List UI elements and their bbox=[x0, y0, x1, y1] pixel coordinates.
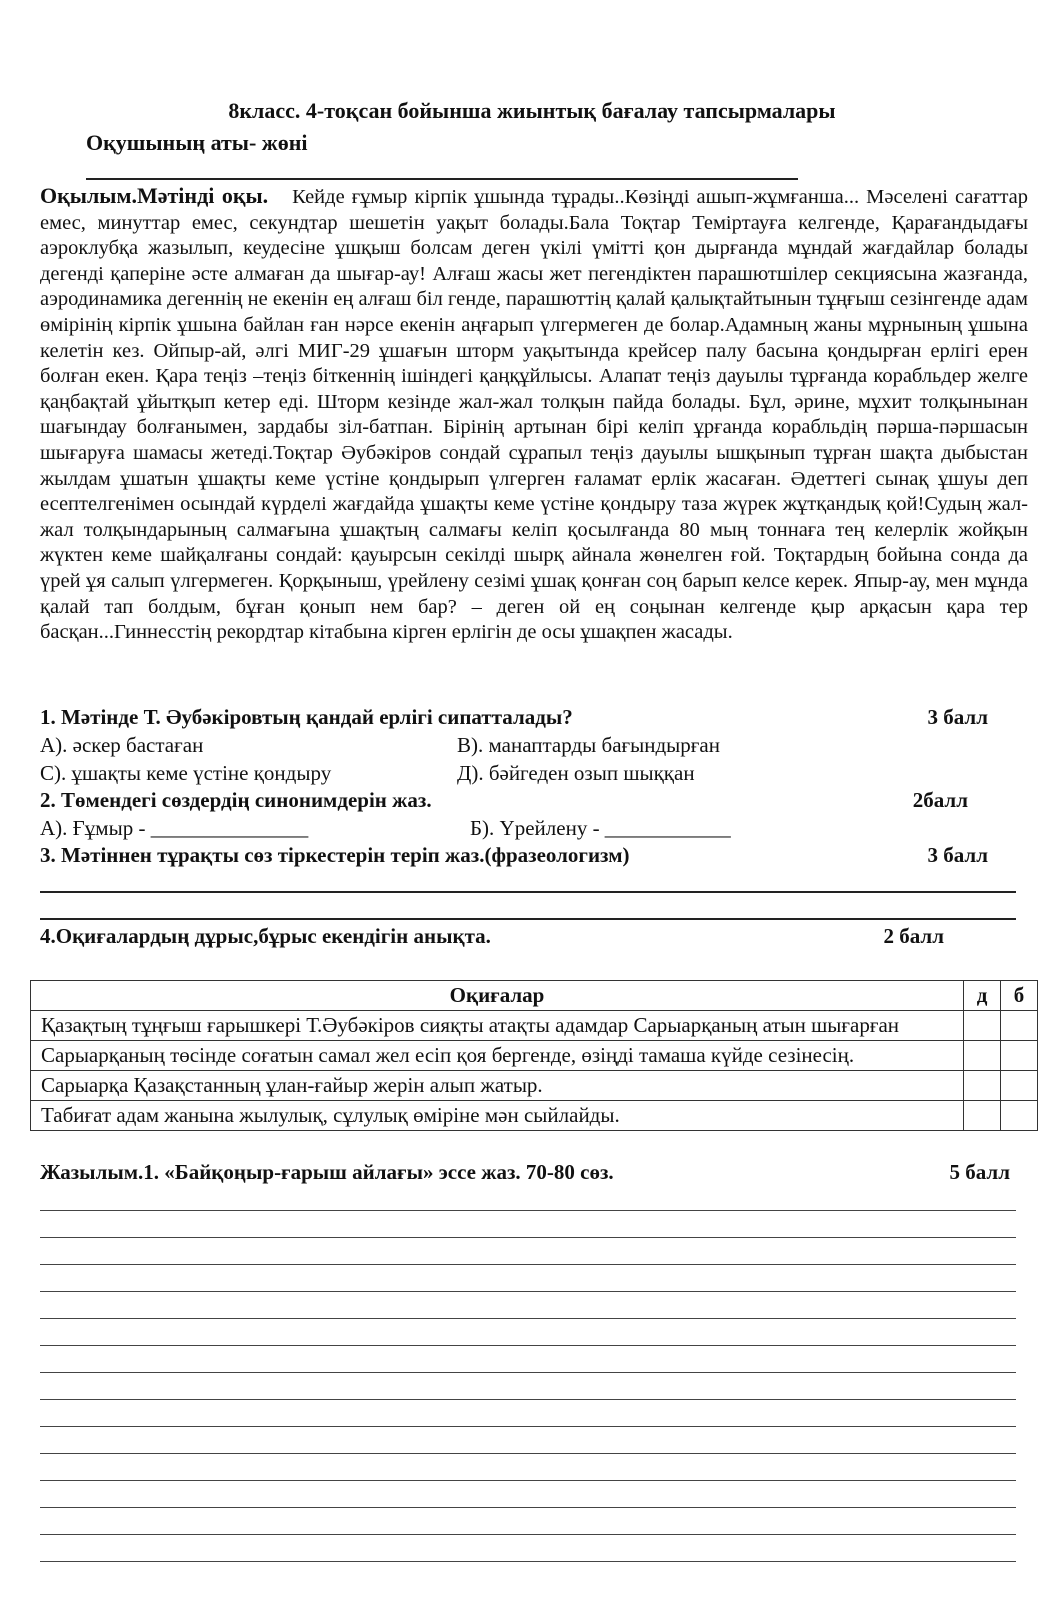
event-text: Табиғат адам жанына жылулық, сұлулық өміріне мән сыйлайды. bbox=[31, 1101, 964, 1131]
question-4-text: 4.Оқиғалардың дұрыс,бұрыс екендігін анықта. bbox=[40, 924, 491, 948]
reading-text: Кейде ғұмыр кірпік ұшында тұрады..Көзіңді ашып-жұмғанша... Мәселені сағаттар емес, минуттар емес, секундтар шешетін уақыт болады.Бала Тоқтар Теміртауға келгенде, Қарағандыдағы аэроклубқа жазылып, кеудесіне ұшқыш болсам деген үкілі үмітті қон дырғанда мұндай жағдайлар болады дегенді қаперіне әсте алмаған да шығар-ау! Алғаш жасы жет пегендіктен парашютшілер секциясына жазғанда, аэродинамика дегеннің не екенін ең алғаш біл генде, парашюттің қалай қалықтайтынын тұңғыш сезінгенде адам өмірінің кірпік ұшына байлан ған нәрсе екенін аңғарып үлгермеген де болар.Адамның жаны мұрнының ұшына келетін кез. Ойпыр-ай, әлгі МИГ-29 ұшағын шторм уақытында крейсер палу басына қондырған ерлігі ерен болған екен. Қара теңіз –теңіз біткеннің ішіндегі қаңқұйлысы. Алапат теңіз дауылы тұрғанда корабльдер желге қаңбақтай ұйытқып кетер еді. Шторм кезінде жал-жал толқын пайда болады. Бұл, әрине, мұхит толқынынан шағындау болғанымен, зардабы зіл-батпан. Бірінің артынан бірі келіп ұрғанда корабльдің пәрша-пәршасын шығаруға шамасы жетеді.Тоқтар Әубәкіров сондай сұрапыл теңіз дауылы ышқынып тұрған шақта дыбыстан жылдам ұшатын ұшақты кеме үстіне қондырып үлгерген ғаламат ерлік жасаған. Әдеттегі сынақ ұшуы деп есептелгенімен осындай күрделі жағдайда ұшақты кеме үстіне қондыру таза жүрек жұтқандық қой!Судың жал-жал толқындарының салмағына ұшақтың салмағы келіп қосылғанда 80 мың тоннаға тең келерлік жойқын жүктен кеме шайқалғаны сондай: қауырсын секілді шырқ айнала жөнелген ғой. Тоқтардың бойына сонда да үрей ұя салып үлгермеген. Қорқыныш, үрейлену сезімі ұшақ қонған соң барып келсе керек. Япыр-ау, мен мұнда қалай тап болдым, бұған қонып нем бар? – деген ой ең соңынан келгенде қыр арқасын қара тер басқан...Гиннесстің рекордтар кітабына кірген ерлігін де осы ұшақпен жасады. bbox=[40, 186, 1028, 644]
table-row bbox=[31, 1011, 1038, 1041]
true-cell[interactable] bbox=[964, 1041, 1001, 1071]
event-text: Қазақтың тұңғыш ғарышкері Т.Әубәкіров сияқты атақты адамдар Сарыарқаның атын шығарған bbox=[31, 1011, 964, 1041]
q1-option-a[interactable]: А). әскер бастаған bbox=[40, 733, 204, 757]
question-2 bbox=[40, 788, 988, 813]
writing-line[interactable] bbox=[40, 1453, 1016, 1454]
writing-line[interactable] bbox=[40, 1291, 1016, 1292]
question-1 bbox=[40, 705, 988, 730]
writing-line[interactable] bbox=[40, 1345, 1016, 1346]
writing-task bbox=[40, 1160, 1010, 1185]
writing-line[interactable] bbox=[40, 1210, 1016, 1211]
student-name-label: Оқушының аты- жөні bbox=[86, 130, 308, 155]
writing-line[interactable] bbox=[40, 1507, 1016, 1508]
writing-line[interactable] bbox=[40, 1237, 1016, 1238]
q2-answer-b[interactable]: Б). Үрейлену - ____________ bbox=[470, 816, 731, 840]
question-4-points: 2 балл bbox=[883, 924, 944, 948]
table-row bbox=[31, 1071, 1038, 1101]
q1-option-d[interactable]: Д). бәйгеден озып шыққан bbox=[457, 761, 695, 785]
event-text: Сарыарқа Қазақстанның ұлан-ғайыр жерін алып жатыр. bbox=[31, 1071, 964, 1101]
table-row bbox=[31, 1101, 1038, 1131]
writing-task-text: Жазылым.1. «Байқоңыр-ғарыш айлағы» эссе жаз. 70-80 сөз. bbox=[40, 1160, 614, 1184]
question-3-text: 3. Мәтіннен тұрақты сөз тіркестерін теріп жаз.(фразеологизм) bbox=[40, 843, 630, 867]
true-cell[interactable] bbox=[964, 1011, 1001, 1041]
writing-line[interactable] bbox=[40, 1264, 1016, 1265]
q3-answer-line-2[interactable] bbox=[40, 918, 1016, 920]
event-text: Сарыарқаның төсінде соғатын самал жел есіп қоя бергенде, өзіңді тамаша күйде сезінесің. bbox=[31, 1041, 964, 1071]
false-cell[interactable] bbox=[1001, 1071, 1038, 1101]
writing-line[interactable] bbox=[40, 1480, 1016, 1481]
false-cell[interactable] bbox=[1001, 1041, 1038, 1071]
question-4 bbox=[40, 924, 988, 949]
false-cell[interactable] bbox=[1001, 1011, 1038, 1041]
reading-passage bbox=[40, 183, 1028, 646]
q1-option-b[interactable]: В). манаптарды бағындырған bbox=[457, 733, 720, 757]
question-3-points: 3 балл bbox=[927, 843, 988, 867]
question-1-points: 3 балл bbox=[927, 705, 988, 729]
question-3 bbox=[40, 843, 988, 868]
q1-option-c[interactable]: С). ұшақты кеме үстіне қондыру bbox=[40, 761, 332, 785]
false-cell[interactable] bbox=[1001, 1101, 1038, 1131]
header-true: д bbox=[964, 981, 1001, 1011]
question-2-text: 2. Төмендегі сөздердің синонимдерін жаз. bbox=[40, 788, 432, 812]
table-header-row bbox=[31, 981, 1038, 1011]
events-table bbox=[30, 980, 1038, 1131]
page-title: 8класс. 4-тоқсан бойынша жиынтық бағалау тапсырмалары bbox=[228, 98, 836, 123]
writing-line[interactable] bbox=[40, 1372, 1016, 1373]
question-2-points: 2балл bbox=[912, 788, 968, 812]
header-events: Оқиғалар bbox=[31, 981, 964, 1011]
header-false: б bbox=[1001, 981, 1038, 1011]
writing-line[interactable] bbox=[40, 1426, 1016, 1427]
writing-line[interactable] bbox=[40, 1561, 1016, 1562]
true-cell[interactable] bbox=[964, 1101, 1001, 1131]
table-row bbox=[31, 1041, 1038, 1071]
student-name-field[interactable] bbox=[86, 178, 798, 180]
q3-answer-line-1[interactable] bbox=[40, 891, 1016, 893]
writing-line[interactable] bbox=[40, 1399, 1016, 1400]
writing-line[interactable] bbox=[40, 1534, 1016, 1535]
writing-line[interactable] bbox=[40, 1318, 1016, 1319]
true-cell[interactable] bbox=[964, 1071, 1001, 1101]
question-1-text: 1. Мәтінде Т. Әубәкіровтың қандай ерлігі сипатталады? bbox=[40, 705, 573, 729]
writing-task-points: 5 балл bbox=[949, 1160, 1010, 1184]
q2-answer-a[interactable]: А). Ғұмыр - _______________ bbox=[40, 816, 309, 840]
reading-heading: Оқылым.Мәтінді оқы. bbox=[40, 183, 269, 208]
